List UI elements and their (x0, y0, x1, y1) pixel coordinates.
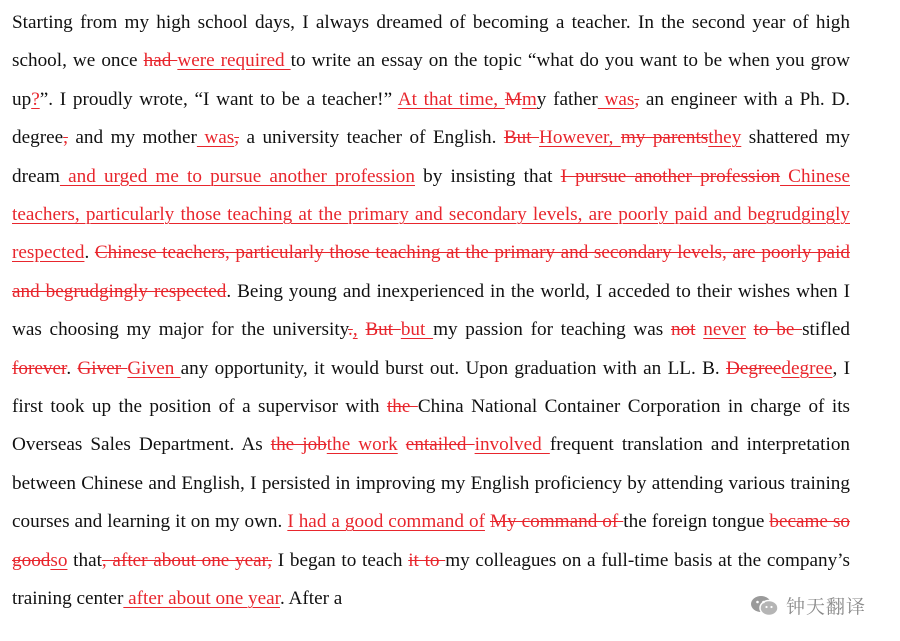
body-text: China National Container Corporation in charge of its Overseas Sales Department. As (12, 396, 850, 456)
deleted-text: forever (12, 357, 67, 379)
body-text: that (67, 549, 102, 571)
inserted-text: At that time, (397, 88, 505, 110)
deleted-text: My command of (489, 511, 624, 533)
deleted-text: , after about one year, (101, 549, 273, 571)
body-text: an engineer with a Ph. D. degree (12, 88, 850, 149)
inserted-text: Given (127, 357, 181, 379)
inserted-text: involved (474, 434, 550, 456)
body-text: Starting from my high school days, I always dreamed of becoming a teacher. In the second year of high school, we once (12, 12, 850, 72)
body-text: stifled (802, 319, 851, 341)
inserted-text: and urged me to pursue another profession (59, 165, 415, 187)
body-text (398, 434, 406, 455)
deleted-text: Degree (725, 357, 782, 379)
body-text: . (84, 242, 95, 264)
deleted-text: , (234, 127, 240, 149)
inserted-text: the work (326, 434, 398, 456)
inserted-text: degree (781, 357, 833, 379)
body-text: by insisting that (415, 165, 561, 187)
deleted-text: I pursue another profession (560, 165, 781, 187)
watermark-label: 钟天翻译 (785, 596, 866, 618)
deleted-text: to be (753, 319, 803, 341)
deleted-text: M (504, 88, 522, 110)
inserted-text: m (521, 88, 537, 110)
tracked-changes-paragraph (12, 4, 850, 619)
inserted-text: However, (539, 127, 621, 149)
body-text: . After a (279, 588, 343, 610)
body-text: . Being young and inexperienced in the world, I acceded to their wishes when I was choosing my major for the university (12, 280, 850, 341)
inserted-text: I had a good command of (287, 511, 485, 533)
inserted-text: but (400, 319, 434, 341)
body-text: my passion for teaching was (433, 319, 671, 341)
deleted-text: entailed (405, 434, 475, 456)
body-text: . (66, 357, 78, 379)
deleted-text: my parents (620, 127, 709, 149)
deleted-text: had (143, 50, 178, 72)
body-text: shattered my dream (12, 127, 850, 187)
body-text: to write an essay on the topic “what do you want to be when you grow up (12, 50, 851, 110)
deleted-text: the job (270, 434, 327, 456)
body-text: the foreign tongue (623, 511, 770, 533)
deleted-text: not (670, 319, 696, 341)
inserted-text: was (196, 127, 235, 149)
deleted-text: But (365, 319, 401, 341)
deleted-text: But (503, 127, 540, 149)
inserted-text: ? (31, 88, 40, 110)
wechat-icon (750, 594, 780, 618)
body-text: , I first took up the position of a supervisor with (12, 357, 850, 418)
deleted-text: . (348, 319, 353, 341)
deleted-text: it to (408, 549, 446, 571)
body-text: and my mother (67, 127, 197, 149)
body-text: frequent translation and interpretation between Chinese and English, I persisted in improving my English proficiency by attending various training courses and learning it on my own. (12, 434, 851, 533)
inserted-text: Chinese teachers, particularly those teaching at the primary and secondary levels, are poorly paid and begrudgingly respected (12, 165, 850, 264)
inserted-text: they (708, 127, 742, 149)
body-text: ”. I proudly wrote, “I want to be a teacher!” (39, 88, 398, 110)
body-text: my colleagues on a full-time basis at the company’s training center (12, 549, 850, 610)
body-text: any opportunity, it would burst out. Upon graduation with an LL. B. (180, 357, 726, 379)
deleted-text: became so good (12, 511, 851, 571)
watermark (746, 590, 872, 621)
inserted-text: , (352, 319, 358, 341)
inserted-text: was (597, 88, 635, 110)
inserted-text: never (703, 319, 746, 341)
deleted-text: , (63, 127, 68, 149)
deleted-text: Chinese teachers, particularly those teaching at the primary and secondary levels, are poorly paid and begrudgingly respected (12, 242, 850, 302)
deleted-text: , (634, 88, 640, 110)
deleted-text: Giver (77, 357, 128, 379)
inserted-text: were required (177, 50, 291, 72)
deleted-text: the (386, 396, 418, 418)
inserted-text: after about one year (123, 588, 280, 610)
body-text: I began to teach (272, 549, 409, 571)
body-text (746, 319, 754, 340)
inserted-text: so (50, 549, 68, 571)
body-text: y father (536, 88, 598, 110)
body-text: a university teacher of English. (239, 127, 504, 149)
